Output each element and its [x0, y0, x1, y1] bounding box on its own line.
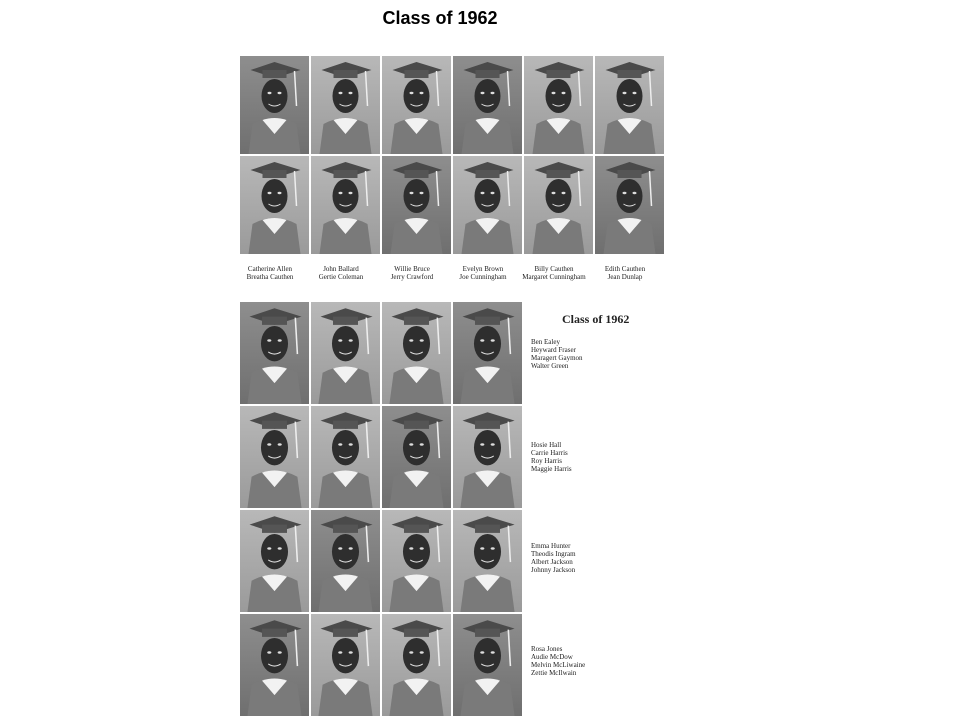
- bottom-page-portrait: [453, 406, 522, 508]
- bottom-page-portrait: [382, 406, 451, 508]
- yearbook-page-top: [240, 56, 665, 286]
- student-name: Johnny Jackson: [531, 566, 576, 574]
- name-list: [531, 542, 576, 574]
- top-page-portrait: [595, 56, 664, 154]
- student-name: Gertie Coleman: [318, 273, 364, 281]
- top-page-portrait: [524, 56, 593, 154]
- bottom-page-portrait: [311, 614, 380, 716]
- student-name: John Ballard: [323, 265, 359, 273]
- bottom-page-portrait: [311, 406, 380, 508]
- student-name: Breatha Cauthen: [246, 273, 294, 281]
- top-page-portrait: [311, 56, 380, 154]
- bottom-page-portrait: [382, 614, 451, 716]
- top-page-portrait: [524, 156, 593, 254]
- student-name: Maggie Harris: [531, 465, 572, 473]
- bottom-page-portrait: [453, 510, 522, 612]
- student-name: Carrie Harris: [531, 449, 568, 457]
- top-page-portrait: [382, 156, 451, 254]
- portrait-caption: [518, 265, 590, 281]
- top-page-portrait: [240, 156, 309, 254]
- bottom-page-portrait: [240, 302, 309, 404]
- bottom-page-portrait: [453, 302, 522, 404]
- student-name: Billy Cauthen: [534, 265, 574, 273]
- top-page-portrait: [453, 156, 522, 254]
- student-name: Willie Bruce: [394, 265, 430, 273]
- student-name: Catherine Allen: [247, 265, 293, 273]
- student-name: Theodis Ingram: [531, 550, 576, 558]
- name-list: [531, 338, 583, 370]
- bottom-page-portrait: [382, 510, 451, 612]
- bottom-page-portrait: [311, 302, 380, 404]
- name-list: [531, 441, 572, 473]
- student-name: Roy Harris: [531, 457, 562, 465]
- top-page-portrait: [240, 56, 309, 154]
- portrait-caption: [305, 265, 377, 281]
- top-page-portrait: [311, 156, 380, 254]
- student-name: Hosie Hall: [531, 441, 562, 449]
- bottom-page-portrait: [382, 302, 451, 404]
- student-name: Maragert Gaymon: [531, 354, 583, 362]
- bottom-page-portrait: [240, 614, 309, 716]
- page-heading: Class of 1962: [562, 312, 630, 326]
- bottom-page-portrait: [453, 614, 522, 716]
- top-page-portrait: [595, 156, 664, 254]
- bottom-page-portrait: [240, 406, 309, 508]
- student-name: Rosa Jones: [531, 645, 563, 653]
- top-page-portrait: [453, 56, 522, 154]
- bottom-page-portrait: [311, 510, 380, 612]
- student-name: Ben Ealey: [531, 338, 560, 346]
- bottom-page-portrait: [240, 510, 309, 612]
- slide-title: Class of 1962: [382, 8, 498, 28]
- portrait-caption: [589, 265, 661, 281]
- student-name: Walter Green: [531, 362, 569, 370]
- student-name: Joe Cunningham: [459, 273, 507, 281]
- portrait-caption: [447, 265, 519, 281]
- portrait-caption: [234, 265, 306, 281]
- student-name: Emma Hunter: [531, 542, 571, 550]
- student-name: Jean Dunlap: [607, 273, 643, 281]
- student-name: Heyward Fraser: [531, 346, 576, 354]
- student-name: Audie McDow: [531, 653, 573, 661]
- student-name: Albert Jackson: [531, 558, 573, 566]
- student-name: Melvin McLiwaine: [531, 661, 586, 669]
- student-name: Zettie McIlwain: [531, 669, 577, 677]
- student-name: Jerry Crawford: [390, 273, 434, 281]
- portrait-caption: [376, 265, 448, 281]
- student-name: Evelyn Brown: [462, 265, 504, 273]
- student-name: Edith Cauthen: [604, 265, 646, 273]
- name-list: [531, 645, 585, 677]
- top-page-portrait: [382, 56, 451, 154]
- student-name: Margaret Cunningham: [522, 273, 586, 281]
